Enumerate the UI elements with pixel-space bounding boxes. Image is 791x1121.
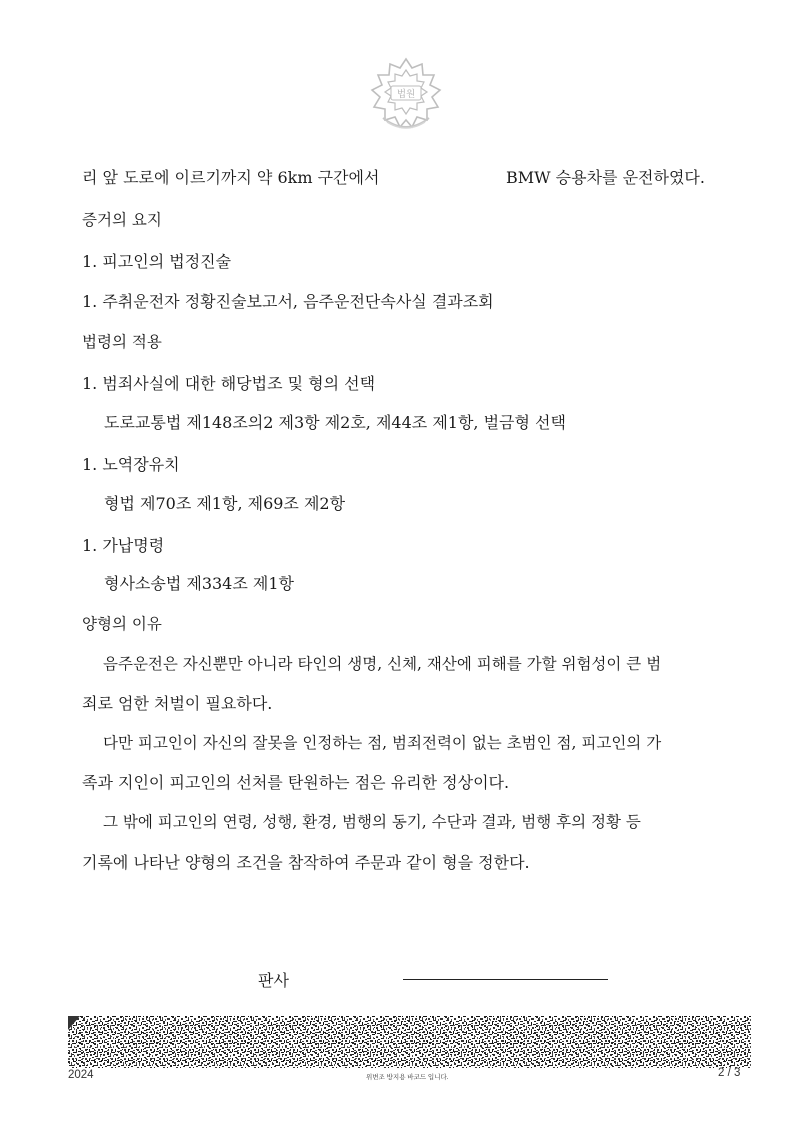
law-item: 1. 노역장유치 [82,455,180,474]
seal-label: 법원 [396,89,416,100]
paragraph-line: 다만 피고인이 자신의 잘못을 인정하는 점, 범죄전력이 없는 초범인 점, 피고인의 가 [103,734,662,752]
judge-label: 판사 [258,971,289,990]
section-heading-law: 법령의 적용 [82,333,162,351]
paragraph-line: 죄로 엄한 처벌이 필요하다. [82,694,273,713]
page-number: 2 / 3 [718,1067,741,1079]
court-seal-icon [365,56,447,136]
section-heading-evidence: 증거의 요지 [82,211,162,229]
section-heading-reason: 양형의 이유 [82,615,162,633]
evidence-item: 1. 피고인의 법정진술 [82,252,232,271]
footer-year: 2024 [68,1069,94,1081]
paragraph-line: 족과 지인이 피고인의 선처를 탄원하는 점은 유리한 정상이다. [82,773,510,792]
law-item-detail: 도로교통법 제148조의2 제3항 제2호, 제44조 제1항, 벌금형 선택 [104,413,566,432]
text-line: 리 앞 도로에 이르기까지 약 6km 구간에서 [82,168,380,187]
law-item: 1. 가납명령 [82,536,165,555]
law-item-detail: 형사소송법 제334조 제1항 [104,574,294,593]
evidence-item: 1. 주취운전자 정황진술보고서, 음주운전단속사실 결과조회 [82,292,494,311]
paragraph-line: 음주운전은 자신뿐만 아니라 타인의 생명, 신체, 재산에 피해를 가할 위험성이 큰 범 [103,655,662,673]
paragraph-line: 그 밖에 피고인의 연령, 성행, 환경, 범행의 동기, 수단과 결과, 범행 후의 정황 등 [103,813,641,831]
text-line: BMW 승용차를 운전하였다. [506,168,705,187]
law-item-detail: 형법 제70조 제1항, 제69조 제2항 [104,494,346,513]
law-item: 1. 범죄사실에 대한 해당법조 및 형의 선택 [82,374,376,393]
anti-forgery-barcode [68,1016,751,1068]
footer-notice: 위변조 방지용 바코드 입니다. [366,1074,449,1081]
signature-line [403,979,608,980]
paragraph-line: 기록에 나타난 양형의 조건을 참작하여 주문과 같이 형을 정한다. [82,853,530,872]
